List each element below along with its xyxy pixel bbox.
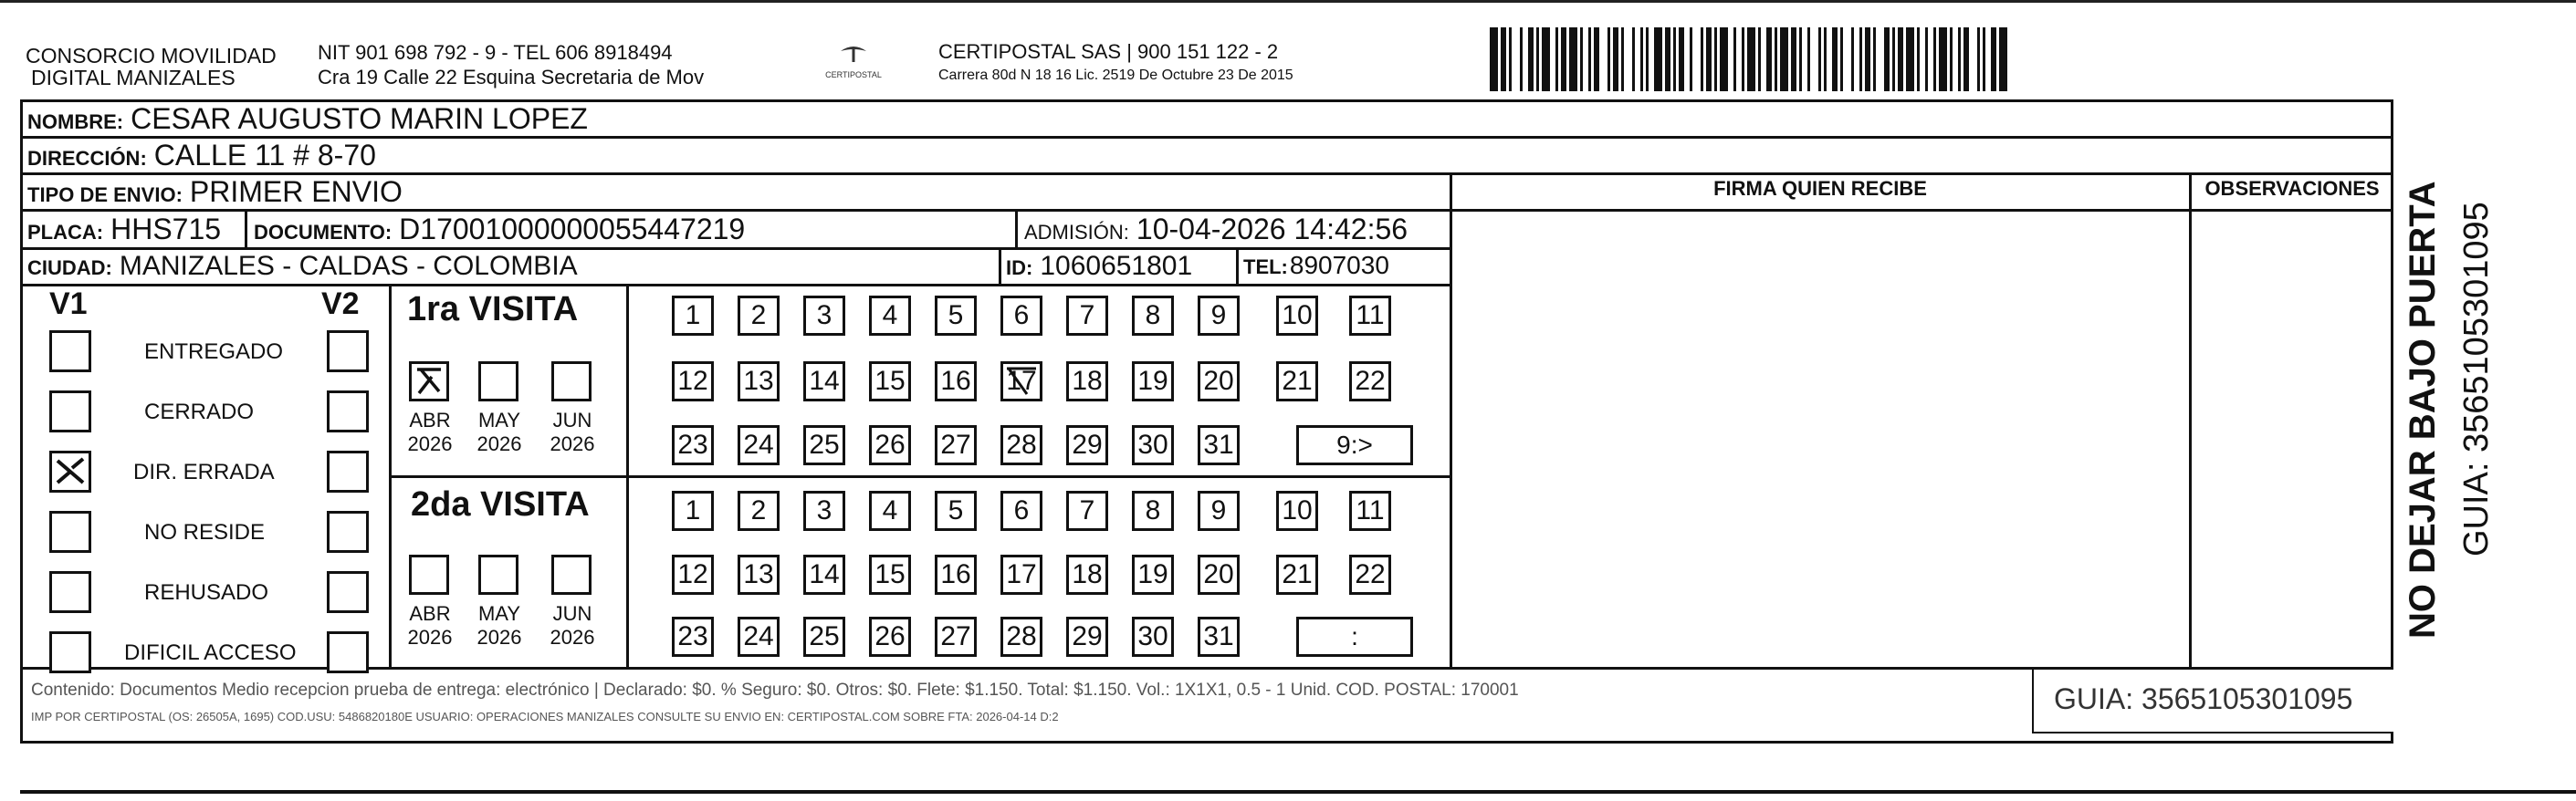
admision-field — [1024, 213, 1408, 246]
ciudad-value: MANIZALES - CALDAS - COLOMBIA — [119, 251, 578, 281]
month-checkbox[interactable] — [409, 555, 449, 595]
day-box[interactable] — [1132, 425, 1174, 465]
day-box[interactable] — [1000, 555, 1042, 595]
day-number: 7 — [1079, 300, 1095, 330]
day-box[interactable] — [869, 425, 911, 465]
day-number: 26 — [874, 621, 906, 651]
day-box[interactable] — [803, 361, 845, 401]
day-number: 7 — [1079, 495, 1095, 525]
observaciones-area[interactable] — [2192, 212, 2393, 667]
day-box[interactable] — [1349, 361, 1391, 401]
day-box[interactable] — [1132, 296, 1174, 336]
day-number: 30 — [1137, 430, 1168, 460]
day-box[interactable] — [1276, 555, 1318, 595]
day-box[interactable] — [869, 617, 911, 657]
certipostal-line1: CERTIPOSTAL SAS | 900 151 122 - 2 — [938, 40, 1279, 63]
visit2-title: 2da VISITA — [411, 485, 590, 524]
direccion-value: CALLE 11 # 8-70 — [153, 139, 376, 172]
day-number: 23 — [677, 430, 708, 460]
month-name: JUN — [552, 602, 592, 625]
day-number: 29 — [1072, 430, 1103, 460]
day-number: 5 — [948, 300, 964, 330]
tipo-envio-value: PRIMER ENVIO — [189, 175, 403, 208]
month-year: 2026 — [407, 626, 453, 649]
top-edge-line — [0, 0, 2576, 3]
day-number: 28 — [1006, 621, 1037, 651]
day-number: 17 — [1006, 559, 1037, 589]
day-number: 22 — [1355, 559, 1386, 589]
day-box[interactable] — [1349, 491, 1391, 531]
day-box[interactable] — [935, 296, 977, 336]
day-box[interactable] — [935, 555, 977, 595]
day-number: 18 — [1072, 559, 1103, 589]
time-box[interactable] — [1296, 425, 1413, 465]
day-number: 24 — [743, 621, 774, 651]
company-name-line2: DIGITAL MANIZALES — [31, 66, 236, 89]
day-number: 25 — [809, 621, 840, 651]
day-number: 9 — [1210, 300, 1227, 330]
day-box[interactable] — [672, 555, 714, 595]
status-v2-checkbox[interactable] — [327, 571, 369, 613]
no-dejar-bajo-puerta: NO DEJAR BAJO PUERTA — [2403, 181, 2443, 639]
day-number: 10 — [1282, 300, 1313, 330]
observaciones-header: OBSERVACIONES — [2204, 177, 2380, 200]
day-number: 31 — [1203, 430, 1234, 460]
status-v1-checkbox[interactable] — [49, 390, 91, 432]
day-box[interactable] — [1276, 491, 1318, 531]
day-box[interactable] — [869, 296, 911, 336]
month-year: 2026 — [476, 432, 522, 455]
day-box[interactable] — [869, 555, 911, 595]
day-box[interactable] — [1132, 491, 1174, 531]
month-label — [398, 409, 462, 456]
status-v1-checkbox[interactable] — [49, 511, 91, 553]
status-label: CERRADO — [144, 400, 255, 424]
status-v1-checkbox[interactable] — [49, 451, 91, 493]
month-name: ABR — [409, 409, 451, 432]
placa-label: PLACA: — [27, 221, 104, 244]
day-box[interactable] — [1276, 361, 1318, 401]
month-checkbox[interactable] — [551, 555, 592, 595]
month-checkbox[interactable] — [551, 361, 592, 401]
day-number: 2 — [750, 495, 767, 525]
footer-contenido: Contenido: Documentos Medio recepcion prueba de entrega: electrónico | Declarado: $0. % Seguro: $0. Otros: $0. Flete: $1.150. Total: $1.150. Vol.: 1X1X1, 0.5 - 1 Unid. COD. POSTAL: 170001 — [31, 681, 1519, 700]
month-name: MAY — [477, 602, 521, 625]
day-number: 13 — [743, 559, 774, 589]
day-number: 14 — [809, 559, 840, 589]
month-label — [540, 409, 604, 456]
day-box[interactable] — [738, 296, 780, 336]
v2-header: V2 — [321, 286, 360, 321]
company-address: Cra 19 Calle 22 Esquina Secretaria de Mov — [318, 66, 705, 88]
month-checkbox[interactable] — [478, 555, 518, 595]
check-mark-icon — [52, 453, 89, 490]
day-box[interactable] — [1000, 296, 1042, 336]
status-label: ENTREGADO — [144, 339, 284, 364]
day-number: 2 — [750, 300, 767, 330]
month-checkbox[interactable] — [409, 361, 449, 401]
day-box[interactable] — [803, 491, 845, 531]
day-box[interactable] — [1066, 555, 1108, 595]
v1-header: V1 — [49, 286, 88, 321]
status-v1-checkbox[interactable] — [49, 571, 91, 613]
day-box[interactable] — [738, 425, 780, 465]
day-box[interactable] — [672, 296, 714, 336]
status-label: NO RESIDE — [144, 520, 266, 545]
status-v2-checkbox[interactable] — [327, 511, 369, 553]
day-box[interactable] — [935, 361, 977, 401]
day-box[interactable] — [1198, 555, 1240, 595]
day-number: 16 — [940, 559, 971, 589]
day-number: 9 — [1210, 495, 1227, 525]
month-year: 2026 — [550, 626, 595, 649]
nit-tel-line: NIT 901 698 792 - 9 - TEL 606 8918494 — [318, 41, 673, 64]
company-name-line1: CONSORCIO MOVILIDAD — [26, 44, 277, 68]
day-box[interactable] — [935, 491, 977, 531]
admision-value: 10-04-2026 14:42:56 — [1136, 213, 1408, 245]
day-box[interactable] — [869, 361, 911, 401]
day-box[interactable] — [1000, 361, 1042, 401]
day-box[interactable] — [935, 617, 977, 657]
day-box[interactable] — [1000, 617, 1042, 657]
footer-guia: GUIA: 3565105301095 — [2054, 682, 2353, 715]
day-box[interactable] — [738, 491, 780, 531]
check-mark-icon — [412, 364, 446, 399]
status-label: DIFICIL ACCESO — [124, 640, 297, 665]
day-box[interactable] — [738, 361, 780, 401]
day-number: 4 — [882, 300, 898, 330]
day-box[interactable] — [1132, 361, 1174, 401]
day-number: 12 — [677, 559, 708, 589]
status-v1-checkbox[interactable] — [49, 330, 91, 372]
month-label — [398, 602, 462, 650]
day-box[interactable] — [1066, 491, 1108, 531]
month-year: 2026 — [550, 432, 595, 455]
day-number: 11 — [1356, 495, 1385, 525]
day-number: 11 — [1356, 300, 1385, 330]
ciudad-label: CIUDAD: — [27, 256, 112, 279]
month-year: 2026 — [476, 626, 522, 649]
day-number: 22 — [1355, 366, 1386, 396]
day-box[interactable] — [1000, 425, 1042, 465]
day-number: 19 — [1137, 559, 1168, 589]
day-number: 3 — [816, 300, 832, 330]
month-label — [540, 602, 604, 650]
day-box[interactable] — [935, 425, 977, 465]
day-number: 31 — [1203, 621, 1234, 651]
day-box[interactable] — [1198, 296, 1240, 336]
month-label — [467, 409, 531, 456]
day-box[interactable] — [1198, 491, 1240, 531]
day-box[interactable] — [1276, 296, 1318, 336]
day-number: 20 — [1203, 366, 1234, 396]
day-box[interactable] — [1132, 617, 1174, 657]
side-guia: GUIA: 3565105301095 — [2457, 202, 2496, 557]
placa-value: HHS715 — [110, 213, 222, 245]
certipostal-logo-icon — [835, 40, 872, 66]
documento-field — [254, 213, 745, 246]
day-number: 21 — [1282, 366, 1313, 396]
day-number: 6 — [1013, 495, 1030, 525]
visit1-title: 1ra VISITA — [407, 290, 579, 328]
day-number: 26 — [874, 430, 906, 460]
day-mark-icon — [1003, 363, 1040, 400]
month-name: JUN — [552, 409, 592, 432]
day-box[interactable] — [738, 617, 780, 657]
documento-label: DOCUMENTO: — [254, 221, 393, 244]
day-number: 25 — [809, 430, 840, 460]
day-number: 27 — [940, 621, 971, 651]
tipo-envio-label: TIPO DE ENVIO: — [27, 183, 183, 206]
direccion-label: DIRECCIÓN: — [27, 147, 147, 170]
day-number: 5 — [948, 495, 964, 525]
day-number: 14 — [809, 366, 840, 396]
month-year: 2026 — [407, 432, 453, 455]
nombre-field — [27, 102, 588, 136]
day-box[interactable] — [1198, 425, 1240, 465]
direccion-field — [27, 139, 376, 172]
firma-header: FIRMA QUIEN RECIBE — [1713, 177, 1927, 200]
day-number: 1 — [685, 300, 701, 330]
id-value: 1060651801 — [1040, 251, 1193, 281]
day-number: 13 — [743, 366, 774, 396]
day-number: 3 — [816, 495, 832, 525]
certipostal-logo — [822, 40, 885, 89]
day-number: 24 — [743, 430, 774, 460]
day-number: 15 — [874, 559, 906, 589]
day-box[interactable] — [869, 491, 911, 531]
month-label — [467, 602, 531, 650]
tel-label: TEL: — [1243, 255, 1288, 278]
day-number: 20 — [1203, 559, 1234, 589]
day-number: 19 — [1137, 366, 1168, 396]
day-box[interactable] — [1066, 296, 1108, 336]
day-box[interactable] — [1066, 361, 1108, 401]
day-box[interactable] — [1066, 617, 1108, 657]
certipostal-logo-text: CERTIPOSTAL — [825, 70, 882, 79]
month-checkbox[interactable] — [478, 361, 518, 401]
status-v2-checkbox[interactable] — [327, 330, 369, 372]
status-v1-checkbox[interactable] — [49, 631, 91, 673]
barcode — [1490, 27, 2220, 93]
day-box[interactable] — [672, 361, 714, 401]
day-box[interactable] — [1000, 491, 1042, 531]
day-number: 4 — [882, 495, 898, 525]
day-number: 8 — [1145, 495, 1161, 525]
day-number: 28 — [1006, 430, 1037, 460]
time-value: 9:> — [1336, 431, 1373, 459]
footer-imp-line: IMP POR CERTIPOSTAL (OS: 26505A, 1695) COD.USU: 5486820180E USUARIO: OPERACIONES MANIZALES CONSULTE SU ENVIO EN: CERTIPOSTAL.COM SOBRE FTA: 2026-04-14 D:2 — [31, 710, 1059, 723]
day-box[interactable] — [803, 425, 845, 465]
placa-field — [27, 213, 221, 246]
id-field — [1006, 251, 1192, 282]
day-box[interactable] — [672, 491, 714, 531]
day-box[interactable] — [803, 617, 845, 657]
day-box[interactable] — [1132, 555, 1174, 595]
day-number: 29 — [1072, 621, 1103, 651]
day-number: 23 — [677, 621, 708, 651]
bottom-edge-line — [20, 790, 2576, 794]
day-box[interactable] — [738, 555, 780, 595]
day-box[interactable] — [1066, 425, 1108, 465]
day-number: 8 — [1145, 300, 1161, 330]
day-number: 30 — [1137, 621, 1168, 651]
status-v2-checkbox[interactable] — [327, 451, 369, 493]
status-v2-checkbox[interactable] — [327, 631, 369, 673]
day-box[interactable] — [1349, 555, 1391, 595]
time-value: : — [1351, 622, 1358, 650]
tel-field — [1243, 251, 1389, 280]
time-box[interactable] — [1296, 617, 1413, 657]
day-number: 6 — [1013, 300, 1030, 330]
documento-value: D17001000000055447219 — [399, 213, 746, 245]
day-number: 18 — [1072, 366, 1103, 396]
day-number: 17 — [1006, 366, 1037, 396]
nombre-value: CESAR AUGUSTO MARIN LOPEZ — [131, 102, 588, 135]
status-v2-checkbox[interactable] — [327, 390, 369, 432]
day-box[interactable] — [1349, 296, 1391, 336]
day-number: 12 — [677, 366, 708, 396]
month-name: ABR — [409, 602, 451, 625]
day-box[interactable] — [1198, 361, 1240, 401]
status-label: DIR. ERRADA — [133, 460, 275, 484]
firma-area[interactable] — [1452, 212, 2189, 667]
certipostal-line2: Carrera 80d N 18 16 Lic. 2519 De Octubre 23 De 2015 — [938, 68, 1293, 83]
day-number: 10 — [1282, 495, 1313, 525]
day-number: 21 — [1282, 559, 1313, 589]
day-number: 15 — [874, 366, 906, 396]
day-box[interactable] — [1198, 617, 1240, 657]
day-box[interactable] — [672, 425, 714, 465]
day-box[interactable] — [803, 296, 845, 336]
tipo-envio-field — [27, 175, 403, 209]
admision-label: ADMISIÓN: — [1024, 221, 1129, 244]
day-box[interactable] — [803, 555, 845, 595]
month-name: MAY — [477, 409, 521, 432]
day-box[interactable] — [672, 617, 714, 657]
id-label: ID: — [1006, 256, 1033, 279]
ciudad-field — [27, 251, 578, 282]
day-number: 16 — [940, 366, 971, 396]
tel-value: 8907030 — [1289, 251, 1389, 279]
nombre-label: NOMBRE: — [27, 110, 124, 133]
day-number: 27 — [940, 430, 971, 460]
status-label: REHUSADO — [144, 580, 269, 605]
day-number: 1 — [685, 495, 701, 525]
